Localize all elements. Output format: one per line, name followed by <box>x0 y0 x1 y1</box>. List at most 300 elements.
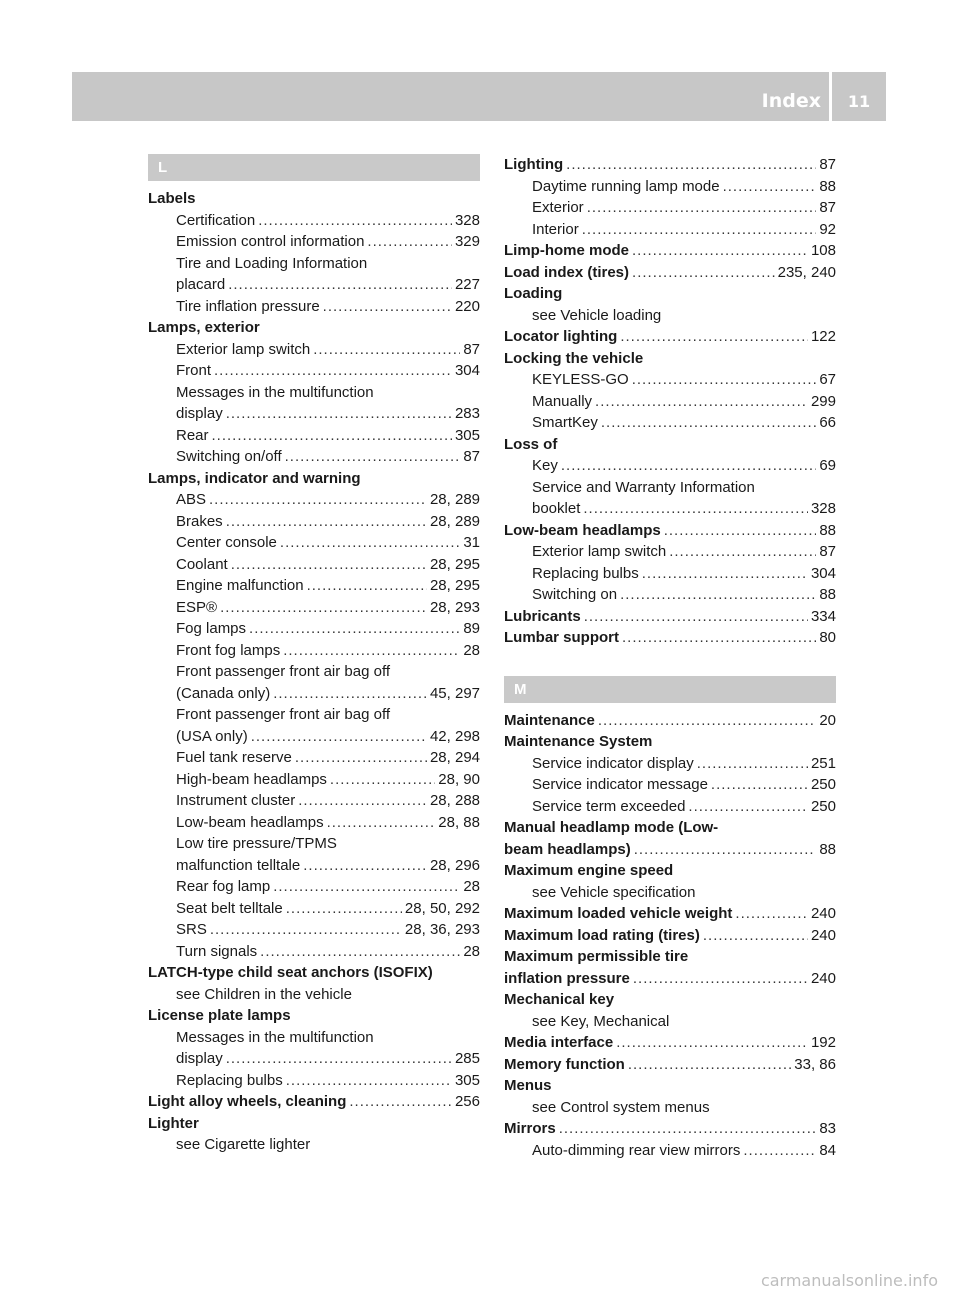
index-subentry <box>148 726 480 748</box>
dot-leader <box>598 710 816 732</box>
dot-leader <box>367 231 452 253</box>
index-subentry <box>148 489 480 511</box>
entry-text: Tire inflation pressure <box>176 297 320 315</box>
dot-leader <box>298 790 427 812</box>
index-subentry <box>504 796 836 818</box>
index-subentry <box>504 882 836 904</box>
entry-text: see Control system menus <box>532 1098 710 1116</box>
entry-text: Replacing bulbs <box>176 1071 283 1089</box>
index-entry <box>504 925 836 947</box>
entry-text: Center console <box>176 534 277 551</box>
entry-text: Replacing bulbs <box>532 564 639 582</box>
entry-text: Exterior lamp switch <box>532 543 667 560</box>
dot-leader <box>688 796 808 818</box>
entry-text: LATCH-type child seat anchors (ISOFIX) <box>148 964 433 981</box>
page-reference[interactable]: 285 <box>454 1050 480 1067</box>
index-subentry <box>148 812 480 834</box>
dot-leader <box>283 640 460 662</box>
dot-leader <box>228 274 452 296</box>
entry-text: Maximum loaded vehicle weight <box>504 905 733 922</box>
entry-text: Front <box>176 362 212 379</box>
page-reference[interactable]: 283 <box>454 405 480 422</box>
index-entry <box>504 1032 836 1054</box>
page-reference[interactable]: 328 <box>810 500 836 517</box>
dot-leader <box>220 597 427 619</box>
index-subentry <box>504 391 836 413</box>
index-subentry <box>148 554 480 576</box>
dot-leader <box>249 618 460 640</box>
dot-leader <box>616 1032 808 1054</box>
page-reference[interactable]: 28, 295 <box>429 555 480 573</box>
dot-leader <box>595 391 808 413</box>
index-subentry <box>504 197 836 219</box>
entry-text: beam headlamps) <box>504 840 631 858</box>
index-subentry <box>148 253 480 275</box>
index-subentry <box>504 774 836 796</box>
entry-text: Loading <box>504 285 563 302</box>
index-entry <box>148 317 480 339</box>
page-reference[interactable]: 334 <box>810 607 836 625</box>
page-reference[interactable]: 28, 289 <box>429 491 480 508</box>
entry-text: Manually <box>532 392 593 410</box>
entry-text: Brakes <box>176 512 223 530</box>
page-reference[interactable]: 28, 296 <box>429 856 480 874</box>
dot-leader <box>226 403 452 425</box>
dot-leader <box>642 563 808 585</box>
dot-leader <box>632 369 817 391</box>
index-entry <box>504 348 836 370</box>
index-subentry <box>504 1097 836 1119</box>
page-reference[interactable]: 28, 90 <box>438 770 480 788</box>
dot-leader <box>587 197 817 219</box>
entry-text: Engine malfunction <box>176 577 304 594</box>
entry-text: see Vehicle specification <box>532 883 696 901</box>
index-entry <box>504 817 836 839</box>
page-reference[interactable]: 83 <box>819 1120 836 1137</box>
index-subentry <box>148 597 480 619</box>
index-subentry <box>148 425 480 447</box>
page-reference[interactable]: 28 <box>463 942 480 960</box>
dot-leader <box>251 726 427 748</box>
page-reference[interactable]: 28, 294 <box>429 749 480 766</box>
index-subentry <box>504 541 836 563</box>
entry-text: see Key, Mechanical <box>532 1012 670 1030</box>
page-reference[interactable]: 28, 36, 293 <box>404 921 480 938</box>
entry-text: Media interface <box>504 1034 614 1051</box>
index-entry <box>148 1091 480 1113</box>
page-reference[interactable]: 67 <box>819 371 836 388</box>
page-reference[interactable]: 84 <box>819 1141 836 1159</box>
page-reference[interactable]: 250 <box>810 797 836 815</box>
index-column-right <box>504 154 836 1161</box>
section-gap <box>504 649 836 676</box>
dot-leader <box>303 855 427 877</box>
entry-text: Mechanical key <box>504 991 615 1008</box>
entry-text: Maximum load rating (tires) <box>504 926 700 944</box>
entry-text: Coolant <box>176 555 228 573</box>
entry-text: Manual headlamp mode (Low- <box>504 819 719 836</box>
entry-text: Instrument cluster <box>176 792 296 809</box>
entry-text: Low-beam headlamps <box>176 813 324 831</box>
entry-text: Menus <box>504 1077 552 1094</box>
page-reference[interactable]: 45, 297 <box>429 684 480 702</box>
entry-text: Certification <box>176 211 256 229</box>
entry-text: Locator lighting <box>504 328 618 345</box>
page-reference[interactable]: 80 <box>819 629 836 646</box>
dot-leader <box>260 941 460 963</box>
page-reference[interactable]: 28, 50, 292 <box>404 899 480 917</box>
entry-text: placard <box>176 276 226 293</box>
entry-text: SRS <box>176 921 207 938</box>
index-entry <box>504 240 836 262</box>
page-reference[interactable]: 88 <box>819 840 836 858</box>
index-entry <box>504 154 836 176</box>
entry-text: Front passenger front air bag off <box>176 663 391 680</box>
entry-text: ABS <box>176 491 207 508</box>
dot-leader <box>723 176 817 198</box>
entry-text: Auto-dimming rear view mirrors <box>532 1141 741 1159</box>
dot-leader <box>295 747 427 769</box>
entry-text: see Children in the vehicle <box>176 985 352 1003</box>
index-entry <box>504 606 836 628</box>
index-subentry <box>504 1011 836 1033</box>
entry-text: Emission control information <box>176 233 365 250</box>
entry-text: ESP® <box>176 598 218 616</box>
index-subentry <box>148 382 480 404</box>
index-entry <box>504 731 836 753</box>
entry-text: Rear fog lamp <box>176 878 271 895</box>
entry-text: Light alloy wheels, cleaning <box>148 1093 347 1110</box>
index-entry <box>504 326 836 348</box>
letter-heading: L <box>148 154 480 181</box>
page-reference[interactable]: 28, 88 <box>438 813 480 831</box>
page-reference[interactable]: 235, 240 <box>777 263 836 281</box>
index-entry <box>504 989 836 1011</box>
index-subentry <box>148 661 480 683</box>
dot-leader <box>633 968 808 990</box>
index-subentry <box>148 618 480 640</box>
page-reference[interactable]: 305 <box>454 1071 480 1089</box>
page-reference[interactable]: 240 <box>810 926 836 944</box>
index-subentry <box>148 640 480 662</box>
dot-leader <box>327 812 436 834</box>
dot-leader <box>601 412 816 434</box>
entry-text: see Vehicle loading <box>532 306 662 324</box>
dot-leader <box>620 326 808 348</box>
page-reference[interactable]: 304 <box>454 362 480 379</box>
index-entry <box>504 903 836 925</box>
dot-leader <box>307 575 427 597</box>
entry-text: Exterior <box>532 199 584 216</box>
dot-leader <box>226 1048 452 1070</box>
dot-leader <box>286 898 402 920</box>
index-subentry <box>148 360 480 382</box>
index-subentry <box>148 511 480 533</box>
entry-text: SmartKey <box>532 414 598 431</box>
index-subentry <box>504 219 836 241</box>
page-reference[interactable]: 87 <box>463 448 480 465</box>
entry-text: see Cigarette lighter <box>176 1136 311 1153</box>
entry-text: Key <box>532 457 558 474</box>
entry-text: Maintenance System <box>504 733 653 750</box>
dot-leader <box>628 1054 791 1076</box>
page-reference[interactable]: 28, 293 <box>429 598 480 616</box>
page-reference[interactable]: 28, 288 <box>429 792 480 809</box>
entry-text: Interior <box>532 220 579 238</box>
page-reference[interactable]: 28, 295 <box>429 577 480 594</box>
entry-text: Service indicator display <box>532 754 694 772</box>
entry-text: Front passenger front air bag off <box>176 706 391 723</box>
entry-text: Maximum engine speed <box>504 862 674 879</box>
page-reference[interactable]: 240 <box>810 969 836 987</box>
index-subentry <box>148 1070 480 1092</box>
index-subentry <box>148 532 480 554</box>
entry-text: Service term exceeded <box>532 797 686 815</box>
index-entry <box>504 283 836 305</box>
dot-leader <box>703 925 808 947</box>
dot-leader <box>214 360 452 382</box>
page-reference[interactable]: 328 <box>454 211 480 229</box>
page-reference[interactable]: 299 <box>810 392 836 410</box>
entry-text: Maintenance <box>504 711 595 729</box>
page-reference[interactable]: 88 <box>819 521 836 539</box>
index-subentry <box>504 753 836 775</box>
index-subentry <box>148 296 480 318</box>
dot-leader <box>212 425 452 447</box>
page-reference[interactable]: 305 <box>454 426 480 444</box>
dot-leader <box>584 606 808 628</box>
index-entry <box>148 468 480 490</box>
index-entry <box>504 860 836 882</box>
index-subentry <box>504 455 836 477</box>
entry-text: Fuel tank reserve <box>176 749 292 766</box>
entry-text: Switching on <box>532 586 618 603</box>
page-reference[interactable]: 304 <box>810 564 836 582</box>
entry-text: Locking the vehicle <box>504 349 644 367</box>
entry-text: Turn signals <box>176 942 258 960</box>
index-entry <box>148 1113 480 1135</box>
dot-leader <box>697 753 808 775</box>
index-subentry <box>148 1027 480 1049</box>
index-subentry <box>148 876 480 898</box>
index-subentry <box>148 898 480 920</box>
letter-heading: M <box>504 676 836 703</box>
dot-leader <box>258 210 452 232</box>
page-reference[interactable]: 240 <box>810 905 836 922</box>
dot-leader <box>330 769 435 791</box>
dot-leader <box>632 240 808 262</box>
dot-leader <box>323 296 452 318</box>
index-subentry <box>148 790 480 812</box>
index-subentry <box>148 683 480 705</box>
index-subentry <box>148 769 480 791</box>
index-subentry <box>148 403 480 425</box>
index-subentry <box>148 747 480 769</box>
entry-text: Memory function <box>504 1055 625 1073</box>
index-entry <box>148 962 480 984</box>
entry-text: Lamps, indicator and warning <box>148 469 361 487</box>
index-subentry <box>148 833 480 855</box>
dot-leader <box>711 774 808 796</box>
entry-text: Rear <box>176 426 209 444</box>
index-subentry <box>504 412 836 434</box>
dot-leader <box>280 532 460 554</box>
page-reference[interactable]: 108 <box>810 242 836 259</box>
entry-text: High-beam headlamps <box>176 770 327 788</box>
entry-text: Exterior lamp switch <box>176 340 311 358</box>
dot-leader <box>231 554 427 576</box>
dot-leader <box>561 455 816 477</box>
entry-text: Messages in the multifunction <box>176 383 374 401</box>
index-entry <box>504 839 836 861</box>
dot-leader <box>209 489 427 511</box>
page-reference[interactable]: 122 <box>810 328 836 345</box>
page-reference[interactable]: 31 <box>463 534 480 551</box>
page-reference[interactable]: 33, 86 <box>794 1055 836 1073</box>
watermark: carmanualsonline.info <box>760 1271 938 1290</box>
entry-text: License plate lamps <box>148 1007 291 1024</box>
dot-leader <box>566 154 816 176</box>
entry-text: Seat belt telltale <box>176 899 283 917</box>
index-entry <box>504 1075 836 1097</box>
index-subentry <box>504 477 836 499</box>
page-reference[interactable]: 20 <box>819 711 836 729</box>
entry-text: Loss of <box>504 435 558 453</box>
page-reference[interactable]: 28 <box>463 878 480 895</box>
index-subentry <box>504 584 836 606</box>
index-subentry <box>148 855 480 877</box>
index-subentry <box>504 498 836 520</box>
dot-leader <box>349 1091 452 1113</box>
header-bar <box>72 72 886 121</box>
page-reference[interactable]: 220 <box>454 297 480 315</box>
index-subentry <box>148 704 480 726</box>
index-entry <box>504 434 836 456</box>
page-reference[interactable]: 42, 298 <box>429 727 480 745</box>
entry-text: Load index (tires) <box>504 263 630 281</box>
index-subentry <box>148 575 480 597</box>
entry-text: Tire and Loading Information <box>176 254 368 272</box>
dot-leader <box>582 219 817 241</box>
index-subentry <box>504 1140 836 1162</box>
index-subentry <box>148 446 480 468</box>
entry-text: Mirrors <box>504 1120 556 1137</box>
dot-leader <box>285 446 461 468</box>
page-reference[interactable]: 329 <box>454 233 480 250</box>
page-reference[interactable]: 256 <box>454 1093 480 1110</box>
index-subentry <box>504 305 836 327</box>
index-entry <box>504 1054 836 1076</box>
dot-leader <box>664 520 817 542</box>
page-reference[interactable]: 250 <box>810 776 836 793</box>
page-reference[interactable]: 251 <box>810 754 836 772</box>
entry-text: Service indicator message <box>532 776 708 793</box>
entry-text: Limp-home mode <box>504 242 630 259</box>
entry-text: (Canada only) <box>176 684 271 702</box>
entry-text: booklet <box>532 500 581 517</box>
page-reference[interactable]: 88 <box>819 586 836 603</box>
index-entry <box>504 710 836 732</box>
dot-leader <box>313 339 460 361</box>
entry-text: Front fog lamps <box>176 641 281 659</box>
page-reference[interactable]: 66 <box>819 414 836 431</box>
entry-text: Lighting <box>504 156 564 173</box>
dot-leader <box>273 683 427 705</box>
index-entry <box>504 262 836 284</box>
page-reference[interactable]: 227 <box>454 276 480 293</box>
entry-text: Fog lamps <box>176 620 247 637</box>
index-entry <box>504 1118 836 1140</box>
dot-leader <box>743 1140 816 1162</box>
dot-leader <box>634 839 817 861</box>
index-subentry <box>148 941 480 963</box>
page-reference[interactable]: 69 <box>819 457 836 474</box>
index-subentry <box>148 1048 480 1070</box>
page-number: 11 <box>847 92 871 111</box>
entry-text: Lubricants <box>504 607 581 625</box>
entry-text: Lamps, exterior <box>148 319 260 336</box>
dot-leader <box>286 1070 452 1092</box>
dot-leader <box>620 584 816 606</box>
page-reference[interactable]: 87 <box>463 340 480 358</box>
index-subentry <box>504 369 836 391</box>
entry-text: Lighter <box>148 1114 199 1132</box>
entry-text: inflation pressure <box>504 969 630 987</box>
entry-text: display <box>176 1050 223 1067</box>
entry-text: display <box>176 405 223 422</box>
index-subentry <box>148 1134 480 1156</box>
index-entry <box>504 946 836 968</box>
entry-text: Lumbar support <box>504 629 619 646</box>
index-entry <box>504 627 836 649</box>
index-subentry <box>504 563 836 585</box>
index-column-left <box>148 154 480 1156</box>
page-reference[interactable]: 87 <box>819 156 836 173</box>
page-reference[interactable]: 87 <box>819 543 836 560</box>
page-reference[interactable]: 28 <box>463 641 480 659</box>
entry-text: Messages in the multifunction <box>176 1028 374 1046</box>
entry-text: Service and Warranty Information <box>532 478 755 496</box>
index-subentry <box>148 210 480 232</box>
dot-leader <box>583 498 808 520</box>
entry-text: Switching on/off <box>176 448 282 465</box>
page-reference[interactable]: 88 <box>819 177 836 195</box>
dot-leader <box>735 903 808 925</box>
dot-leader <box>622 627 816 649</box>
dot-leader <box>210 919 402 941</box>
index-subentry <box>148 919 480 941</box>
entry-text: malfunction telltale <box>176 856 301 874</box>
entry-text: Labels <box>148 190 196 207</box>
dot-leader <box>273 876 460 898</box>
page-reference[interactable]: 28, 289 <box>429 512 480 530</box>
index-entry <box>148 188 480 210</box>
dot-leader <box>669 541 816 563</box>
index-subentry <box>148 984 480 1006</box>
index-subentry <box>504 176 836 198</box>
page-reference[interactable]: 92 <box>819 220 836 238</box>
page-reference[interactable]: 87 <box>819 199 836 216</box>
dot-leader <box>559 1118 817 1140</box>
index-subentry <box>148 274 480 296</box>
index-entry <box>148 1005 480 1027</box>
index-subentry <box>148 339 480 361</box>
entry-text: KEYLESS-GO <box>532 371 629 388</box>
page-reference[interactable]: 192 <box>810 1034 836 1051</box>
dot-leader <box>632 262 775 284</box>
section-title: Index <box>761 90 821 112</box>
page-reference[interactable]: 89 <box>463 620 480 637</box>
